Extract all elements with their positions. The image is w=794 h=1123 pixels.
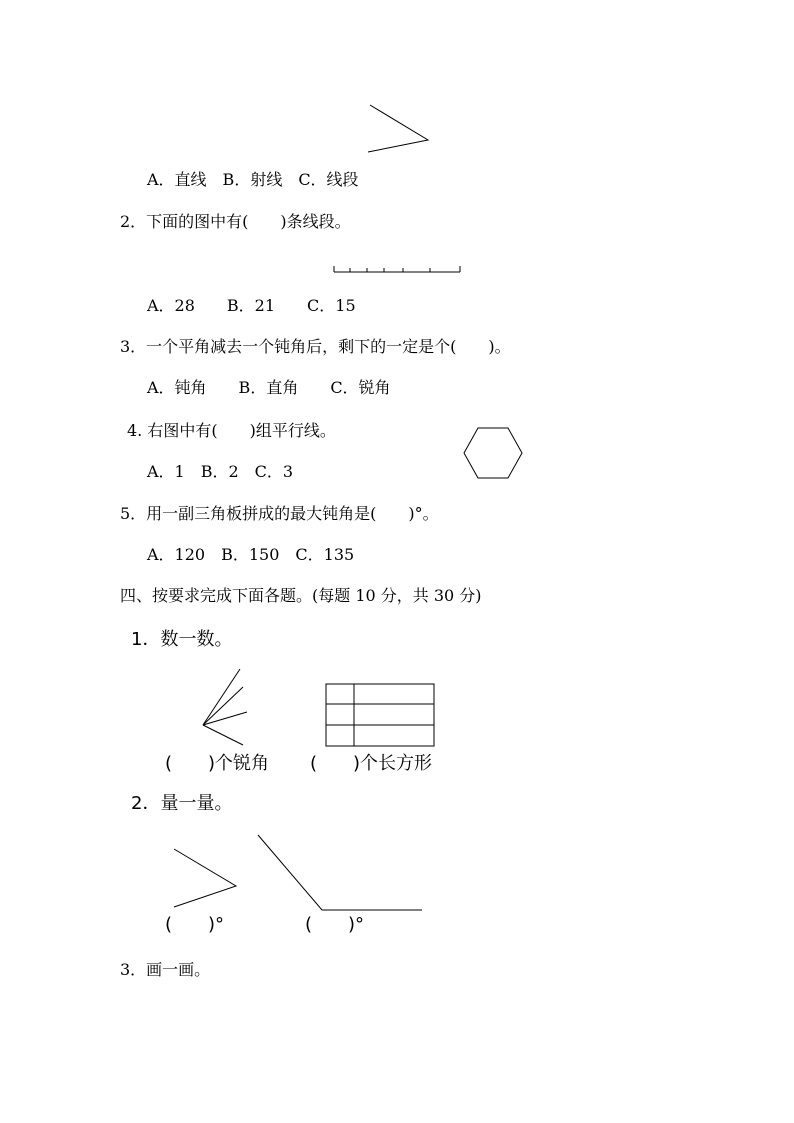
hexagon-figure (460, 424, 526, 482)
q5-options: A．120 B．150 C．135 (147, 545, 355, 564)
q5-question: 5．用一副三角板拼成的最大钝角是( )°。 (120, 504, 439, 523)
q3-options: A．钝角 B．直角 C．锐角 (147, 378, 391, 397)
q2-options: A．28 B．21 C．15 (147, 296, 356, 315)
segment-line-figure (330, 262, 465, 276)
q4-options: A．1 B．2 C．3 (147, 462, 294, 481)
grid-rectangle-figure (322, 680, 438, 750)
q1-options: A．直线 B．射线 C．线段 (147, 170, 359, 189)
obtuse-angle-figure (254, 831, 426, 915)
p2-title: 2．量一量。 (131, 793, 233, 814)
q2-question: 2．下面的图中有( )条线段。 (120, 212, 351, 231)
p1-title: 1．数一数。 (131, 629, 233, 650)
p3-title: 3．画一画。 (120, 960, 211, 979)
acute-angle-figure (170, 845, 242, 910)
rectangle-count-label: ( )个长方形 (310, 753, 433, 774)
q4-question: 4. 右图中有( )组平行线。 (127, 421, 336, 440)
angle2-measure-label: ( )° (305, 914, 365, 935)
angle1-measure-label: ( )° (165, 914, 225, 935)
q3-question: 3．一个平角减去一个钝角后，剩下的一定是个( )。 (120, 337, 511, 356)
section4-heading: 四、按要求完成下面各题。(每题 10 分，共 30 分) (120, 586, 482, 605)
acute-angle-count-label: ( )个锐角 (165, 753, 270, 774)
ray-angles-figure (195, 665, 255, 750)
angle-figure-q1 (360, 100, 440, 160)
